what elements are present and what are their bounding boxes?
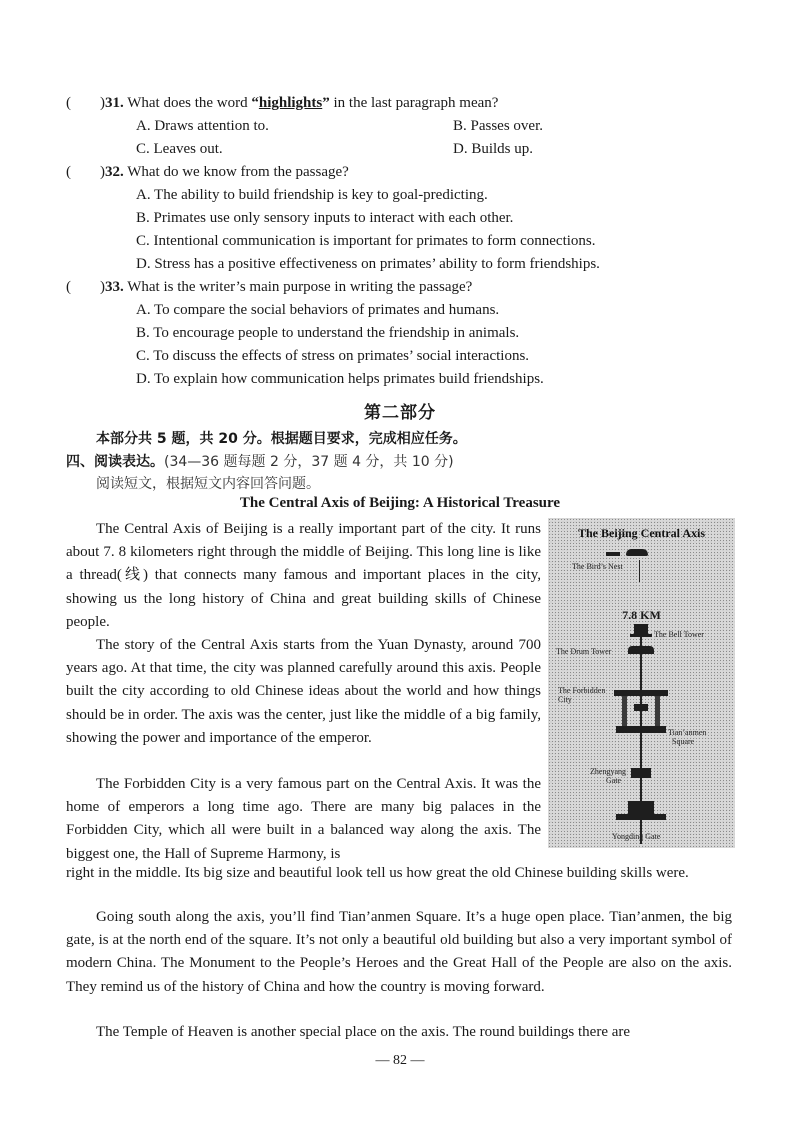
passage-paragraph-1 xyxy=(66,518,541,634)
paragraph-text: The Forbidden City is a very famous part on the Central Axis. It was the home of emperors a long time ago. There are many big palaces in the Forbidden City, which all were built in a balanced way along the axis. The biggest one, the Hall of Supreme Harmony, is xyxy=(66,776,541,862)
label-birds-nest: The Bird’s Nest xyxy=(572,562,623,571)
option-d: D. Builds up. xyxy=(453,141,534,157)
question-number: 32. xyxy=(105,164,124,180)
answer-blank-open: ( xyxy=(66,279,71,295)
option-c: C. To discuss the effects of stress on primates’ social interactions. xyxy=(136,348,530,364)
question-31 xyxy=(66,95,498,112)
forbidden-city-wall-right xyxy=(655,696,660,728)
quote-mark: ” xyxy=(322,95,330,111)
bell-tower-icon xyxy=(634,624,648,634)
option-c: C. Intentional communication is important for primates to form connections. xyxy=(136,233,596,249)
option-d: D. To explain how communication helps primates build friendships. xyxy=(136,371,544,387)
hall-of-supreme-harmony-icon xyxy=(634,704,648,711)
birds-nest-icon xyxy=(606,552,620,556)
option-a: A. Draws attention to. xyxy=(136,118,269,134)
option-b: B. To encourage people to understand the friendship in animals. xyxy=(136,325,520,341)
figure-length: 7.8 KM xyxy=(622,608,661,622)
part-heading-line xyxy=(66,451,454,471)
label-tiananmen-2: Square xyxy=(672,737,695,746)
passage-title: The Central Axis of Beijing: A Historical Treasure xyxy=(239,495,561,511)
question-number: 33. xyxy=(105,279,124,295)
yongding-gate-base xyxy=(616,814,666,820)
label-yongding-gate: Yongding Gate xyxy=(612,832,661,841)
question-stem-part: in the last paragraph mean? xyxy=(329,95,499,111)
section-title: 第二部分 xyxy=(364,403,436,423)
quote-mark: “ xyxy=(251,95,259,111)
question-stem: What do we know from the passage? xyxy=(127,164,349,180)
stadium-icon xyxy=(626,549,648,556)
paragraph-text: The Central Axis of Beijing is a really important part of the city. It runs about 7. 8 kilometers right through the middle of Beijing. This long line is like a thread(线) that connects many famous and important places in the city, showing us the long history of China and great building skills of Chinese people. xyxy=(66,521,541,630)
option-b: B. Passes over. xyxy=(453,118,543,134)
label-zhengyang-1: Zhengyang xyxy=(590,767,626,776)
figure-title: The Beijing Central Axis xyxy=(577,526,705,540)
tiananmen-icon xyxy=(616,726,666,733)
passage-paragraph-2 xyxy=(66,634,541,750)
reading-instruction: 阅读短文，根据短文内容回答问题。 xyxy=(96,476,320,492)
question-stem: What is the writer’s main purpose in writing the passage? xyxy=(127,279,473,295)
bell-tower-base xyxy=(630,634,652,637)
section-intro: 本部分共 5 题，共 20 分。根据题目要求，完成相应任务。 xyxy=(96,431,467,447)
question-number: 31. xyxy=(105,95,124,111)
option-d: D. Stress has a positive effectiveness on primates’ ability to form friendships. xyxy=(136,256,600,272)
passage-paragraph-4 xyxy=(66,906,732,999)
paragraph-text: The story of the Central Axis starts from the Yuan Dynasty, around 700 years ago. At that time, the city was planned carefully around this axis. People built the city according to old Chinese ideas about the world and how things should be in order. The axis was the center, just like the middle of a big family, showing the power and importance of the emperor. xyxy=(66,637,541,746)
passage-paragraph-5 xyxy=(66,1021,732,1044)
label-bell-tower: The Bell Tower xyxy=(654,630,704,639)
central-axis-figure xyxy=(548,518,735,848)
passage-paragraph-3-continued: right in the middle. Its big size and beautiful look tell us how great the old Chinese building skills were. xyxy=(66,865,689,881)
label-forbidden-city-1: The Forbidden xyxy=(558,686,606,695)
label-drum-tower: The Drum Tower xyxy=(556,647,612,656)
paragraph-text: Going south along the axis, you’ll find Tian’anmen Square. It’s a huge open place. Tian’anmen, the big gate, is at the north end of the square. It’s not only a beautiful old building but also a very important symbol of modern China. The Monument to the People’s Heroes and the Great Hall of the People are also on the axis. They remind us of the history of China and how the country is moving forward. xyxy=(66,909,732,995)
label-tiananmen-1: Tian’anmen xyxy=(668,728,707,737)
question-33 xyxy=(66,279,472,296)
passage-paragraph-3 xyxy=(66,773,541,866)
highlighted-word: highlights xyxy=(258,95,323,111)
option-b: B. Primates use only sensory inputs to interact with each other. xyxy=(136,210,514,226)
option-a: A. To compare the social behaviors of primates and humans. xyxy=(136,302,500,318)
answer-blank-open: ( xyxy=(66,164,71,180)
axis-line-upper xyxy=(639,560,640,582)
option-a: A. The ability to build friendship is key to goal-predicting. xyxy=(136,187,488,203)
yongding-gate-icon xyxy=(628,801,654,815)
forbidden-city-wall-left xyxy=(622,696,627,728)
page-number: — 82 — xyxy=(375,1053,425,1068)
answer-blank-close: ) xyxy=(100,279,105,295)
answer-blank-close: ) xyxy=(100,164,105,180)
part-scoring: (34—36 题每题 2 分，37 题 4 分，共 10 分) xyxy=(164,454,454,470)
label-forbidden-city-2: City xyxy=(558,695,572,704)
option-c: C. Leaves out. xyxy=(136,141,223,157)
zhengyang-gate-icon xyxy=(631,768,651,778)
paragraph-text: The Temple of Heaven is another special place on the axis. The round buildings there are xyxy=(96,1024,631,1040)
question-stem-part: What does the word xyxy=(127,95,252,111)
answer-blank-open: ( xyxy=(66,95,71,111)
label-zhengyang-2: Gate xyxy=(606,776,622,785)
answer-blank-close: ) xyxy=(100,95,105,111)
part-heading: 四、阅读表达。 xyxy=(66,454,164,470)
question-32 xyxy=(66,164,349,181)
drum-tower-icon xyxy=(628,646,654,654)
